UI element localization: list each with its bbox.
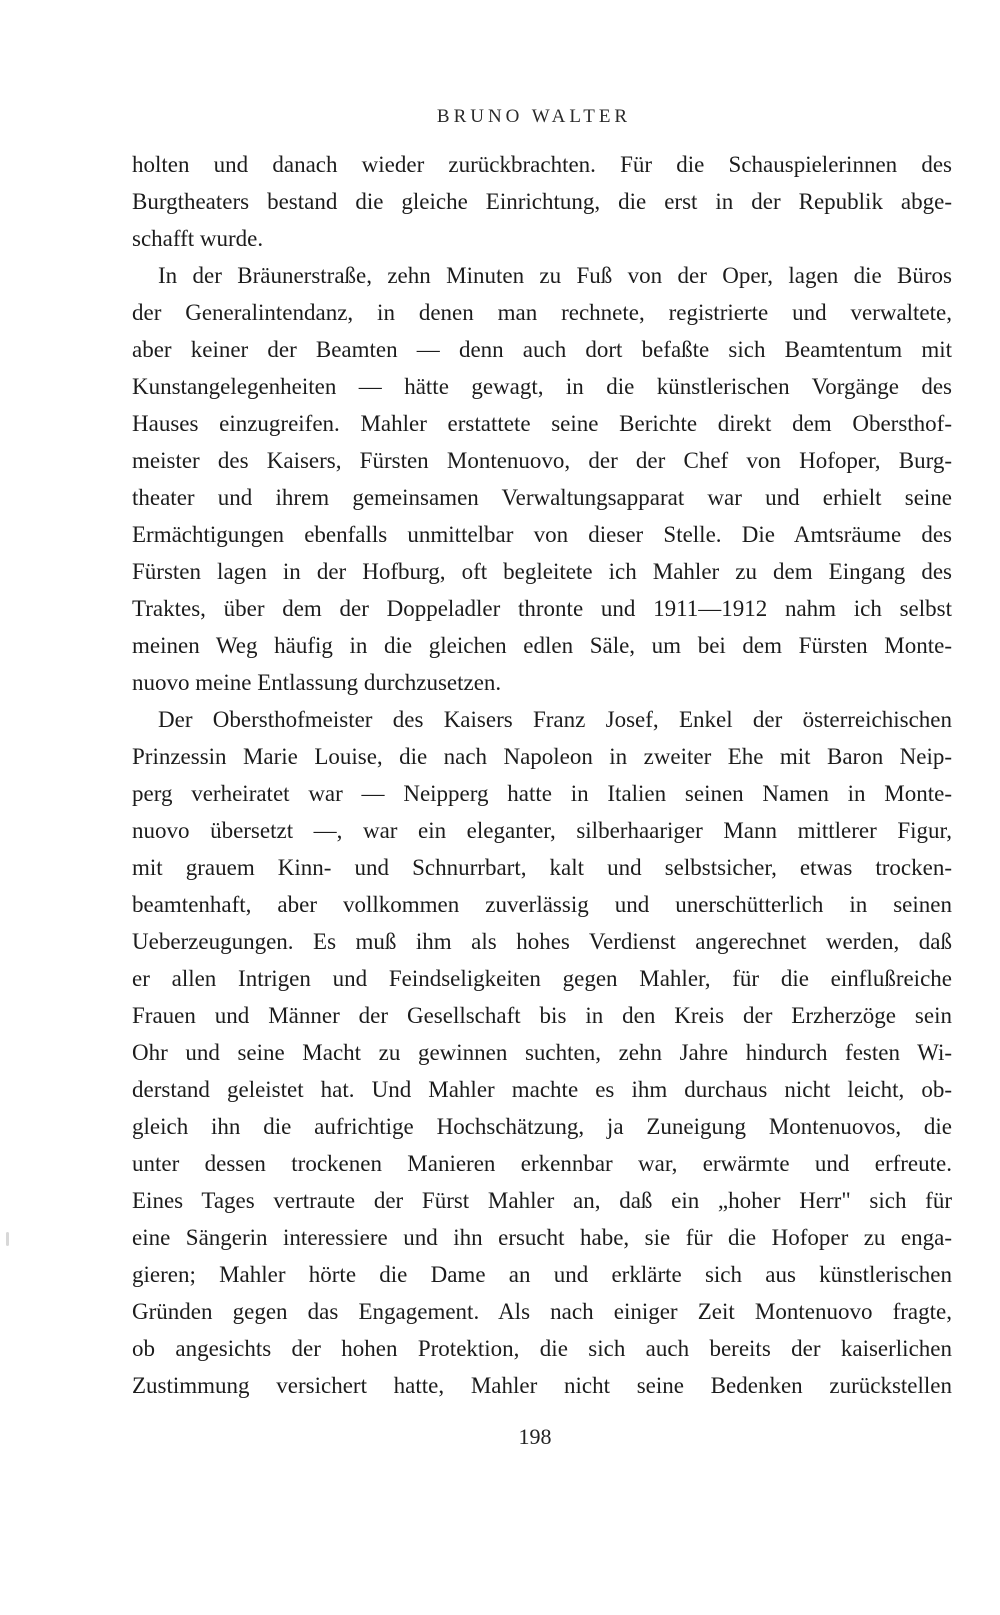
text-line: holten und danach wieder zurückbrachten. Für die Schauspielerinnen des [132, 152, 952, 177]
text-line: Hauses einzugreifen. Mahler erstattete seine Berichte direkt dem Obersthof- [132, 411, 952, 436]
text-line: Der Obersthofmeister des Kaisers Franz Josef, Enkel der österreichischen [158, 707, 952, 732]
text-line: aber keiner der Beamten — denn auch dort befaßte sich Beamtentum mit [132, 337, 952, 362]
page-number: 198 [518, 1424, 552, 1449]
text-line: der Generalintendanz, in denen man rechnete, registrierte und verwaltete, [132, 300, 952, 325]
text-line: eine Sängerin interessiere und ihn ersucht habe, sie für die Hofoper zu enga- [132, 1225, 952, 1250]
text-line: nuovo übersetzt —, war ein eleganter, silberhaariger Mann mittlerer Figur, [132, 818, 952, 843]
text-line: schafft wurde. [132, 226, 264, 251]
text-line: meinen Weg häufig in die gleichen edlen Säle, um bei dem Fürsten Monte- [132, 633, 952, 658]
text-line: gleich ihn die aufrichtige Hochschätzung, ja Zuneigung Montenuovos, die [132, 1114, 952, 1139]
text-line: beamtenhaft, aber vollkommen zuverlässig und unerschütterlich in seinen [132, 892, 952, 917]
text-line: derstand geleistet hat. Und Mahler machte es ihm durchaus nicht leicht, ob- [132, 1077, 952, 1102]
body-text [132, 146, 952, 1404]
text-line: Prinzessin Marie Louise, die nach Napoleon in zweiter Ehe mit Baron Neip- [132, 744, 952, 769]
text-line: gieren; Mahler hörte die Dame an und erklärte sich aus künstlerischen [132, 1262, 952, 1287]
text-line: perg verheiratet war — Neipperg hatte in Italien seinen Namen in Monte- [132, 781, 952, 806]
text-line: theater und ihrem gemeinsamen Verwaltungsapparat war und erhielt seine [132, 485, 952, 510]
margin-speck [6, 1232, 9, 1246]
text-line: Zustimmung versichert hatte, Mahler nicht seine Bedenken zurückstellen [132, 1373, 952, 1398]
text-line: unter dessen trockenen Manieren erkennbar war, erwärmte und erfreute. [132, 1151, 952, 1176]
text-line: Eines Tages vertraute der Fürst Mahler an, daß ein „hoher Herr" sich für [132, 1188, 952, 1213]
text-line: meister des Kaisers, Fürsten Montenuovo, der der Chef von Hofoper, Burg- [132, 448, 952, 473]
text-line: Burgtheaters bestand die gleiche Einrichtung, die erst in der Republik abge- [132, 189, 952, 214]
text-line: Ohr und seine Macht zu gewinnen suchten, zehn Jahre hindurch festen Wi- [132, 1040, 952, 1065]
text-line: In der Bräunerstraße, zehn Minuten zu Fuß von der Oper, lagen die Büros [158, 263, 952, 288]
text-line: Ueberzeugungen. Es muß ihm als hohes Verdienst angerechnet werden, daß [132, 929, 952, 954]
running-head: BRUNO WALTER [436, 106, 632, 127]
text-line: er allen Intrigen und Feindseligkeiten gegen Mahler, für die einflußreiche [132, 966, 952, 991]
text-line: Kunstangelegenheiten — hätte gewagt, in die künstlerischen Vorgänge des [132, 374, 952, 399]
text-line: Fürsten lagen in der Hofburg, oft begleitete ich Mahler zu dem Eingang des [132, 559, 952, 584]
text-line: Ermächtigungen ebenfalls unmittelbar von dieser Stelle. Die Amtsräume des [132, 522, 952, 547]
text-line: Frauen und Männer der Gesellschaft bis in den Kreis der Erzherzöge sein [132, 1003, 952, 1028]
text-line: nuovo meine Entlassung durchzusetzen. [132, 670, 502, 695]
text-line: mit grauem Kinn- und Schnurrbart, kalt und selbstsicher, etwas trocken- [132, 855, 952, 880]
text-line: Gründen gegen das Engagement. Als nach einiger Zeit Montenuovo fragte, [132, 1299, 952, 1324]
text-line: Traktes, über dem der Doppeladler thronte und 1911—1912 nahm ich selbst [132, 596, 952, 621]
text-line: ob angesichts der hohen Protektion, die sich auch bereits der kaiserlichen [132, 1336, 952, 1361]
